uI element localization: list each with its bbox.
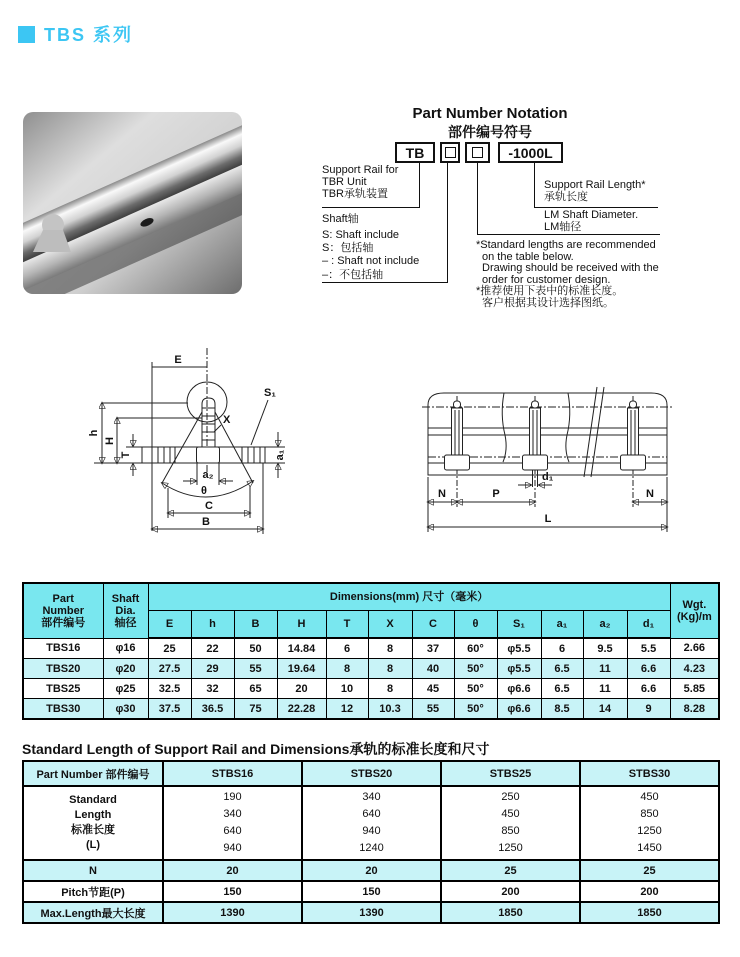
cell: 190 340 640 940 [163,786,302,860]
cell: 8.5 [541,699,583,720]
pn-box-shaft-diameter [465,142,490,163]
table-row [23,659,719,679]
col-header: STBS25 [441,761,580,786]
cell: 75 [234,699,277,720]
cell: 6 [541,638,583,659]
table-row [23,902,719,923]
cell: 10.3 [368,699,412,720]
cell: 6.5 [541,659,583,679]
table-row [23,679,719,699]
cell: 50° [454,679,497,699]
dim-label-theta: θ [201,485,207,497]
col-header: C [412,611,454,639]
cell: 1850 [441,902,580,923]
dim-label-S1: S₁ [264,387,276,399]
cell: 200 [441,881,580,902]
table-row [23,699,719,720]
connector-line [477,163,478,234]
part-number-notation-title-zh: 部件编号符号 [448,124,532,140]
cell: 9.5 [583,638,627,659]
cell: 1390 [302,902,441,923]
col-header: STBS16 [163,761,302,786]
dim-label-E: E [174,354,182,366]
cell: 6.5 [541,679,583,699]
cell: 340 640 940 1240 [302,786,441,860]
cell: TBS25 [23,679,103,699]
cell: 22 [191,638,234,659]
col-header: θ [454,611,497,639]
cell: 40 [412,659,454,679]
cell: 6 [326,638,368,659]
standard-length-note: *Standard lengths are recommended on the table below. Drawing should be received with the order for customer design. *推荐使用下表中的标准长度。 客户根据其设计选择图纸。 [476,239,659,309]
title-square-icon [18,26,35,43]
rail-photo-illustration [23,112,242,294]
cell: 29 [191,659,234,679]
cell: 25 [148,638,191,659]
cell: 8 [368,659,412,679]
cell: φ5.5 [497,659,541,679]
cell: φ6.6 [497,679,541,699]
table-row [23,638,719,659]
connector-line [419,163,420,207]
blank-box-icon [445,147,456,158]
col-header: a₁ [541,611,583,639]
row-label: N [23,860,163,881]
cell: 55 [412,699,454,720]
cell: 1390 [163,902,302,923]
pn-box-shaft-option [440,142,460,163]
connector-line [322,207,420,208]
col-header: STBS30 [580,761,719,786]
cell: 150 [302,881,441,902]
cell: 45 [412,679,454,699]
cell: 22.28 [277,699,326,720]
col-header: d₁ [627,611,670,639]
col-header: B [234,611,277,639]
cell: 8 [326,659,368,679]
dim-label-N-right: N [646,488,654,500]
cell: 11 [583,679,627,699]
col-header-weight: Wgt. (Kg)/m [670,583,719,638]
shaft-options: S: Shaft include S：包括轴 – : Shaft not include –：不包括轴 [322,229,420,281]
standard-length-table [22,760,720,924]
rail-length-label: Support Rail Length* 承轨长度 [544,179,646,203]
cross-section-drawing [88,342,318,550]
cell: 2.66 [670,638,719,659]
cell: TBS30 [23,699,103,720]
row-label: Max.Length最大长度 [23,902,163,923]
col-header-shaft-dia: Shaft Dia. 轴径 [103,583,148,638]
cell: 37.5 [148,699,191,720]
dim-label-P: P [492,488,500,500]
page-title: TBS 系列 [44,25,134,45]
row-label: Standard Length 标准长度 (L) [23,786,163,860]
cell: 25 [580,860,719,881]
cell: 200 [580,881,719,902]
cell: 50° [454,699,497,720]
dim-label-N-left: N [438,488,446,500]
col-header: h [191,611,234,639]
connector-line [477,234,660,235]
cell: 6.6 [627,659,670,679]
part-number-notation-title: Part Number Notation [412,105,568,122]
cell: TBS20 [23,659,103,679]
cell: φ16 [103,638,148,659]
bolt [523,396,548,507]
cell: φ20 [103,659,148,679]
cell: 450 850 1250 1450 [580,786,719,860]
cell: 1850 [580,902,719,923]
cell: 19.64 [277,659,326,679]
cell: 5.5 [627,638,670,659]
connector-line [534,163,535,207]
cell: 50° [454,659,497,679]
col-header: E [148,611,191,639]
dim-label-T: T [120,451,132,459]
table-row [23,786,719,860]
col-header: H [277,611,326,639]
dim-label-a1: a₁ [274,449,286,461]
pn-box-suffix: -1000L [498,142,563,163]
cell: TBS16 [23,638,103,659]
cell: 4.23 [670,659,719,679]
cell: 12 [326,699,368,720]
cell: 65 [234,679,277,699]
dim-label-d1: d₁ [542,471,554,483]
cell: 9 [627,699,670,720]
col-header: Part Number 部件编号 [23,761,163,786]
col-header-dimensions: Dimensions(mm) 尺寸（毫米） [148,583,670,611]
col-header: STBS20 [302,761,441,786]
product-photo [23,112,242,294]
cell: 20 [277,679,326,699]
cell: 27.5 [148,659,191,679]
cell: 60° [454,638,497,659]
col-header: X [368,611,412,639]
cell: 8 [368,638,412,659]
connector-line [534,207,658,208]
bolt [621,396,646,507]
standard-length-title: Standard Length of Support Rail and Dimensions承轨的标准长度和尺寸 [22,741,490,757]
cell: 36.5 [191,699,234,720]
cell: φ30 [103,699,148,720]
cell: 37 [412,638,454,659]
bolt [445,396,470,507]
table-row [23,881,719,902]
cell: 55 [234,659,277,679]
cell: 50 [234,638,277,659]
table-row [23,761,719,786]
connector-line [322,282,448,283]
cell: φ5.5 [497,638,541,659]
connector-line [447,163,448,282]
blank-box-icon [472,147,483,158]
shaft-label: Shaft轴 [322,213,359,225]
cell: φ25 [103,679,148,699]
dim-label-h: h [88,429,100,437]
cell: 11 [583,659,627,679]
cell: 20 [302,860,441,881]
col-header: a₂ [583,611,627,639]
row-label: Pitch节距(P) [23,881,163,902]
dim-label-L: L [544,513,552,525]
table-row [23,860,719,881]
dimensions-table [22,582,720,720]
dim-label-B: B [202,516,210,528]
cell: 10 [326,679,368,699]
dim-label-H: H [104,437,116,445]
side-view-drawing [420,380,675,540]
cell: 25 [441,860,580,881]
pn-box-prefix: TB [395,142,435,163]
cell: 8.28 [670,699,719,720]
col-header: S₁ [497,611,541,639]
cell: 6.6 [627,679,670,699]
cell: 32 [191,679,234,699]
page-header [18,21,133,47]
cell: 14 [583,699,627,720]
dim-label-X: X [223,414,231,426]
support-rail-label: Support Rail for TBR Unit TBR承轨装置 [322,164,399,200]
cell: 150 [163,881,302,902]
shaft-diameter-label: LM Shaft Diameter. LM轴径 [544,209,639,233]
cell: 8 [368,679,412,699]
dim-label-C: C [205,500,213,512]
cell: 5.85 [670,679,719,699]
cell: 32.5 [148,679,191,699]
col-header: T [326,611,368,639]
col-header-part-number: Part Number 部件编号 [23,583,103,638]
cell: 20 [163,860,302,881]
cell: φ6.6 [497,699,541,720]
cell: 250 450 850 1250 [441,786,580,860]
cell: 14.84 [277,638,326,659]
dim-label-a2: a₂ [202,469,214,481]
